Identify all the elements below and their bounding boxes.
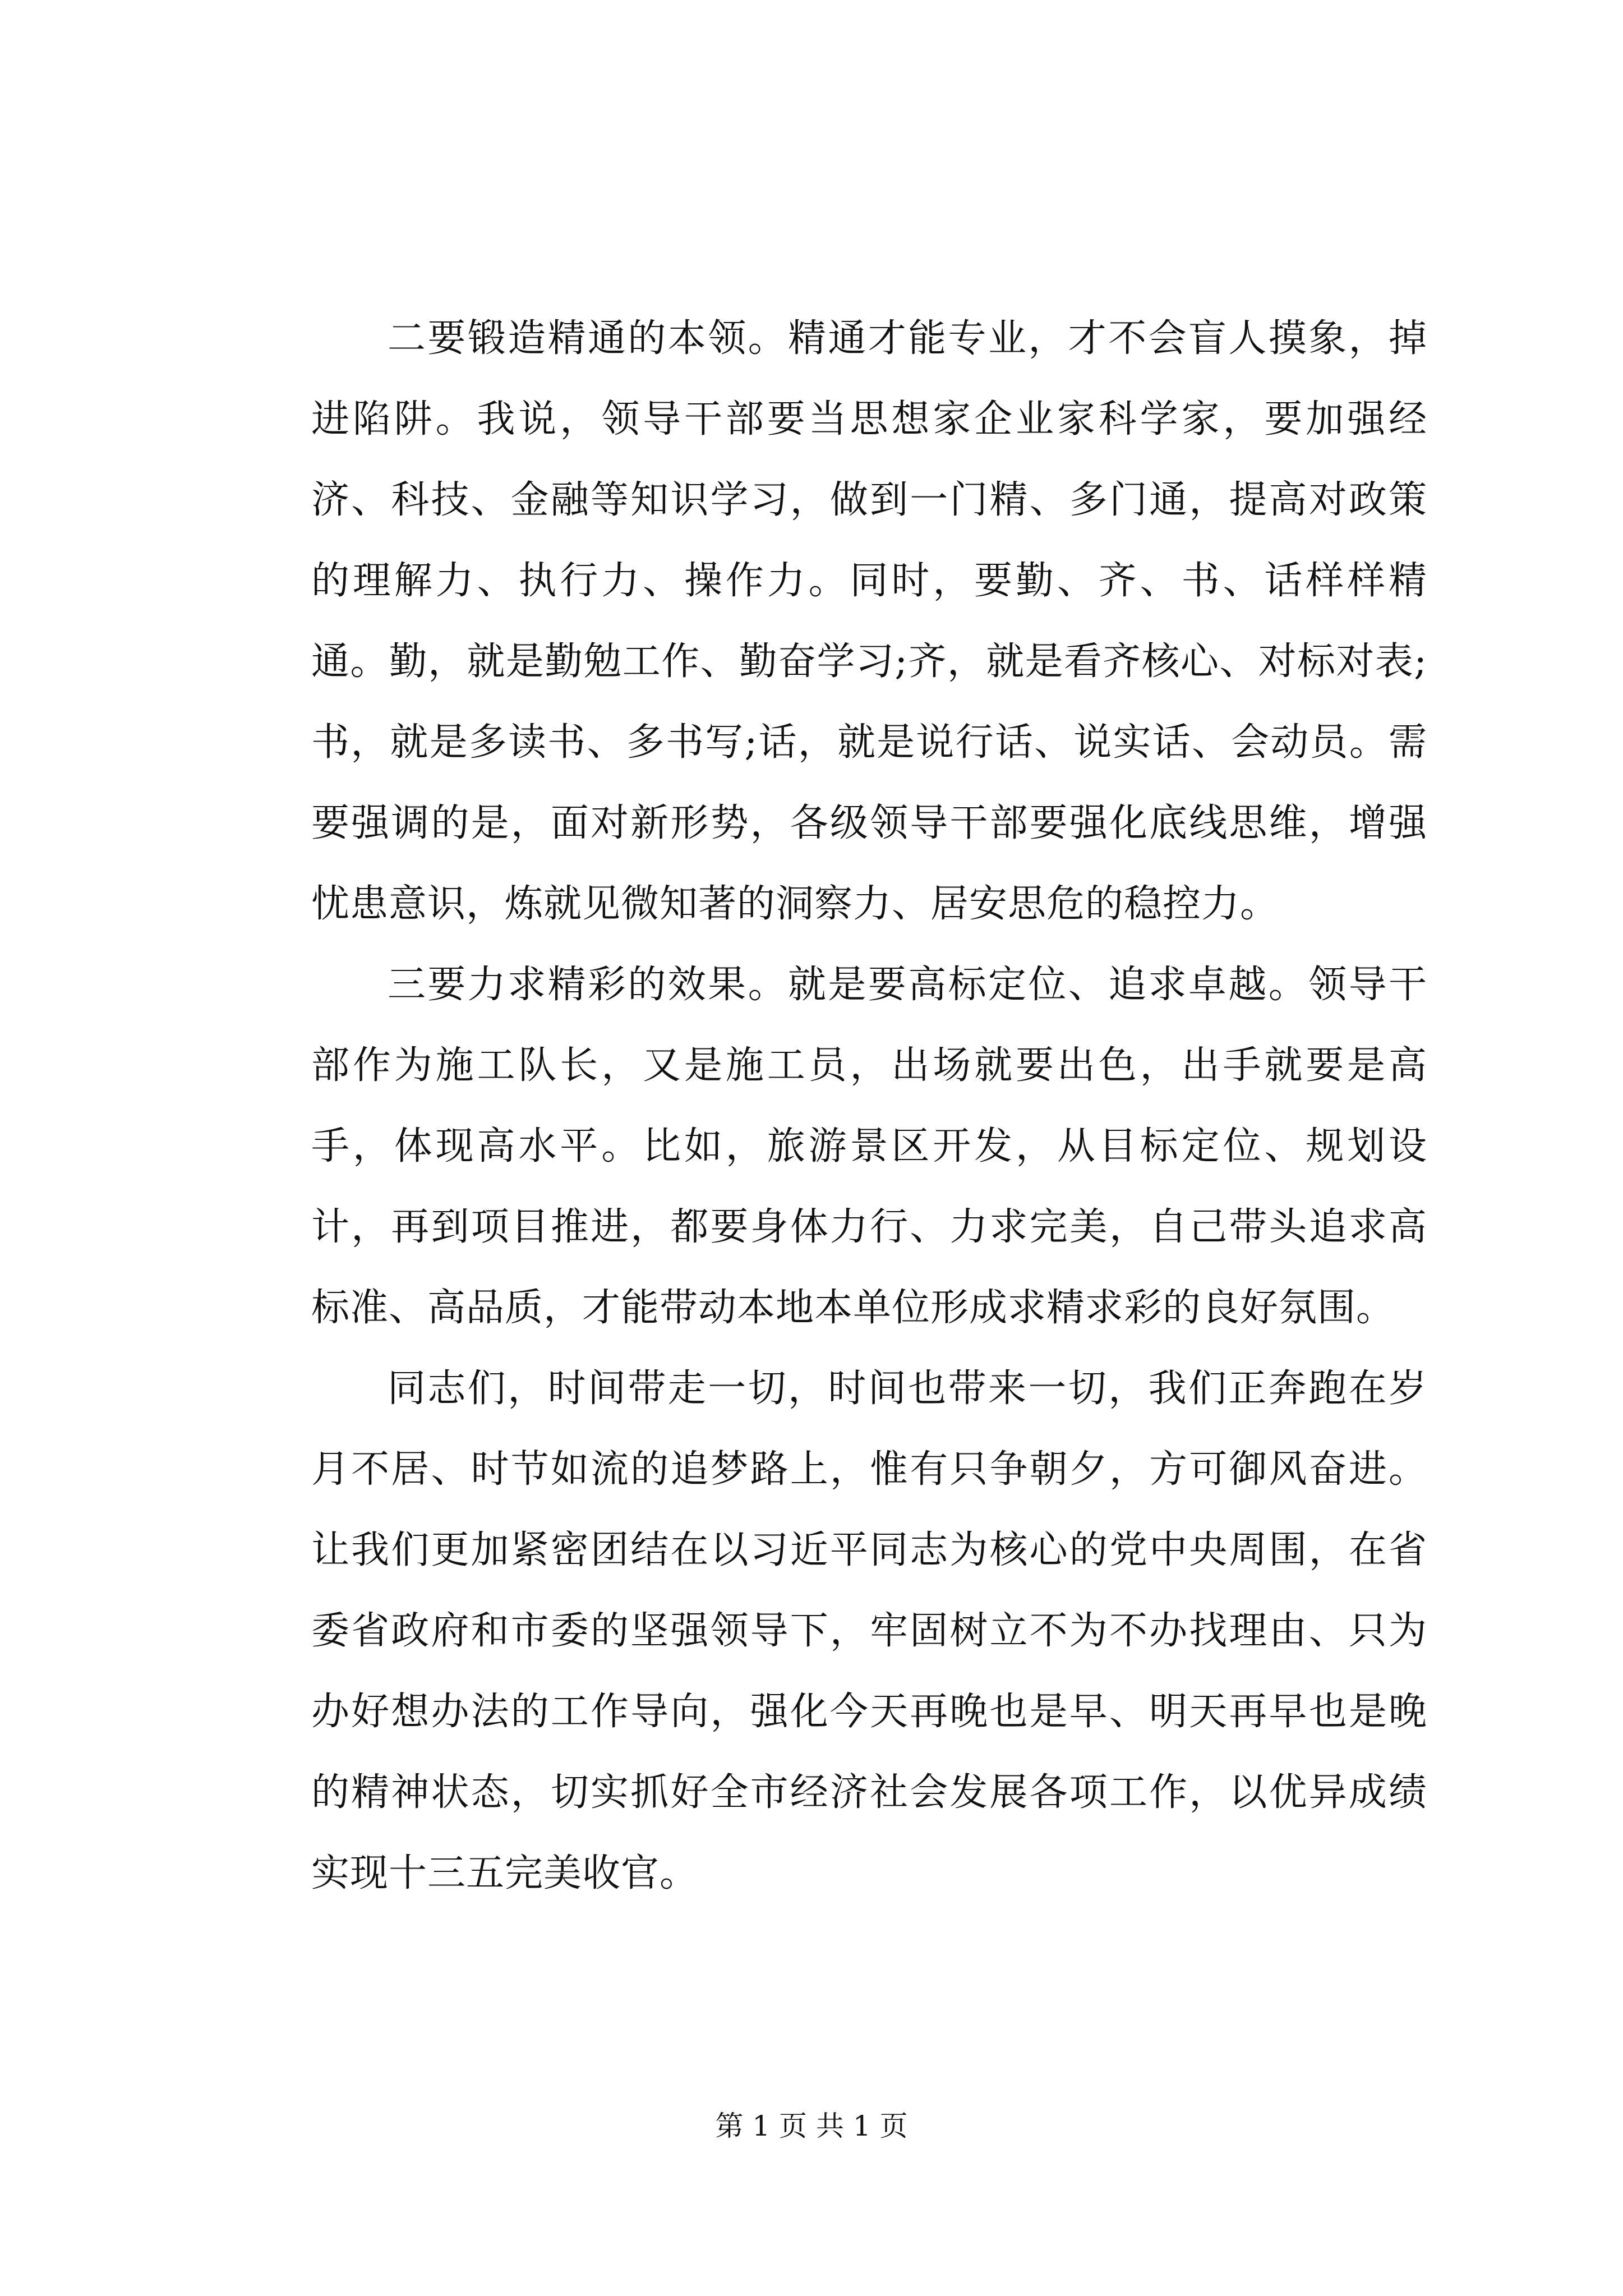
paragraph-results: 三要力求精彩的效果。就是要高标定位、追求卓越。领导干部作为施工队长，又是施工员，出场就要出色，出手就要是高手，体现高水平。比如，旅游景区开发，从目标定位、规划设计，再到项目推进，都要身体力行、力求完美，自己带头追求高标准、高品质，才能带动本地本单位形成求精求彩的良好氛围。 (311, 963, 1427, 1330)
paragraph-closing: 同志们，时间带走一切，时间也带来一切，我们正奔跑在岁月不居、时节如流的追梦路上，惟有只争朝夕，方可御风奋进。让我们更加紧密团结在以习近平同志为核心的党中央周围，在省委省政府和市委的坚强领导下，牢固树立不为不办找理由、只为办好想办法的工作导向，强化今天再晚也是早、明天再早也是晚的精神状态，切实抓好全市经济社会发展各项工作，以优异成绩实现十三五完美收官。 (311, 1366, 1427, 1895)
paragraph-skill: 二要锻造精通的本领。精通才能专业，才不会盲人摸象，掉进陷阱。我说，领导干部要当思想家企业家科学家，要加强经济、科技、金融等知识学习，做到一门精、多门通，提高对政策的理解力、执行力、操作力。同时，要勤、齐、书、话样样精通。勤，就是勤勉工作、勤奋学习;齐，就是看齐核心、对标对表;书，就是多读书、多书写;话，就是说行话、说实话、会动员。需要强调的是，面对新形势，各级领导干部要强化底线思维，增强忧患意识，炼就见微知著的洞察力、居安思危的稳控力。 (311, 316, 1427, 926)
page-footer: 第 1 页 共 1 页 (715, 2110, 908, 2142)
document-body (311, 298, 1427, 1914)
